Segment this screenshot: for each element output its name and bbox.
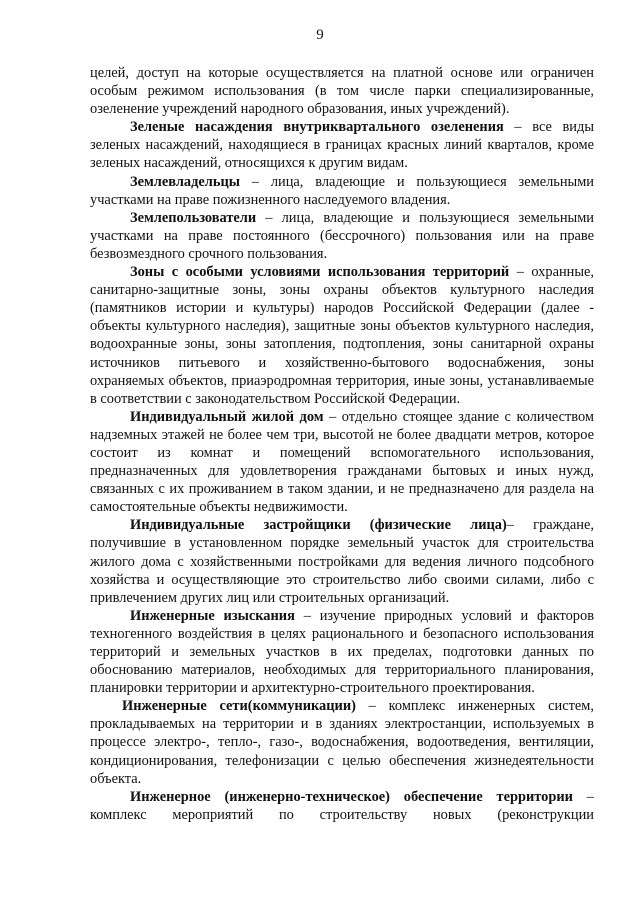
definition-special-zones [90, 263, 594, 408]
definition-individual-builders [90, 516, 594, 606]
definition-term: Инженерные сети(коммуникации) [122, 698, 356, 715]
definition-text: – комплекс инженерных систем, прокладываемых на территории и в зданиях электростанции, используемых в процессе электро-, тепло-, газо-, водоснабжения, водоотведения, вентиляции, кондиционирования, телефонизации с целью обеспечения жизнедеятельности объекта. [90, 698, 594, 787]
definition-text: – все виды зеленых насаждений, находящиеся в границах красных линий кварталов, кроме зеленых насаждений, относящихся к другим видам. [90, 119, 595, 172]
definition-engineering-provision [90, 788, 594, 824]
definition-land-owners [90, 173, 594, 209]
definition-term: Зоны с особыми условиями использования территорий [130, 264, 510, 281]
definition-term: Землепользователи [130, 209, 257, 226]
definition-engineering-surveys [90, 607, 594, 697]
definition-term: Инженерные изыскания [130, 607, 295, 624]
page-number: 9 [316, 27, 324, 43]
definition-term: Индивидуальные застройщики (физические лица) [130, 517, 507, 534]
definition-text: – комплекс мероприятий по строительству новых (реконструкции [90, 788, 594, 823]
definition-text: – отдельно стоящее здание с количеством надземных этажей не более чем три, высотой не более двадцати метров, которое состоит из комнат и помещений вспомогательного использования, предназначенных для удовлетворения гражданами бытовых и иных нужд, связанных с их проживанием в таком здании, и не предназначено для раздела на самостоятельные объекты недвижимости. [90, 408, 594, 516]
definition-land-users [90, 209, 594, 263]
definition-text: – граждане, получившие в установленном порядке земельный участок для строительства жилого дома с хозяйственными постройками для ведения личного подсобного хозяйства и осуществляющие это строительство либо своими силами, либо с привлечением других лиц или строительных организаций. [90, 517, 594, 606]
paragraph-text: целей, доступ на которые осуществляется на платной основе или ограничен особым режимом использования (в том числе парки специализированные, озеленение учреждений народного образования, иных учреждений). [90, 65, 594, 118]
document-body [90, 64, 594, 824]
definition-individual-house [90, 408, 594, 517]
definition-engineering-networks [90, 697, 594, 787]
definition-term: Индивидуальный жилой дом [130, 408, 324, 425]
definition-text: – изучение природных условий и факторов техногенного воздействия в целях рационального и безопасного использования территорий и земельных участков в их пределах, подготовки данных по обоснованию материалов, необходимых для территориального планирования, планировки территории и архитектурно-строительного проектирования. [90, 607, 594, 697]
paragraph-continuation [90, 64, 594, 118]
definition-text: – лица, владеющие и пользующиеся земельными участками на праве пожизненного наследуемого владения. [90, 173, 594, 208]
definition-text: – лица, владеющие и пользующиеся земельными участками на праве постоянного (бессрочного) пользования или на праве безвозмездного срочного пользования. [90, 209, 594, 262]
definition-term: Землевладельцы [130, 173, 240, 190]
definition-text: – охранные, санитарно-защитные зоны, зоны охраны объектов культурного наследия (памятников истории и культуры) народов Российской Федерации (далее - объекты культурного наследия), защитные зоны объектов культурного наследия, водоохранные зоны, зоны затопления, подтопления, зоны санитарной охраны источников питьевого и хозяйственно-бытового водоснабжения, зоны охраняемых объектов, приаэродромная территория, иные зоны, устанавливаемые в соответствии с законодательством Российской Федерации. [90, 264, 595, 407]
definition-green-plantings [90, 118, 594, 172]
definition-term: Инженерное (инженерно-техническое) обеспечение территории [130, 788, 573, 805]
definition-term: Зеленые насаждения внутриквартального озеленения [130, 119, 504, 136]
